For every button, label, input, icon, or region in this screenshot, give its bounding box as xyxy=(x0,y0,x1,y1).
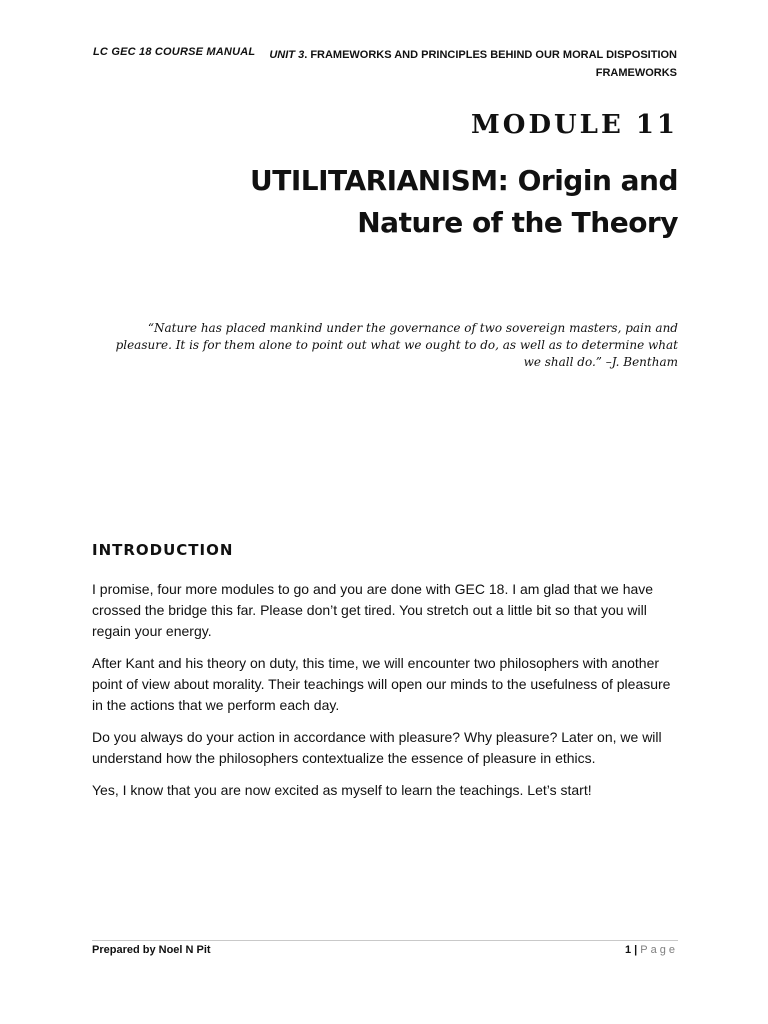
footer-page-number xyxy=(625,944,678,956)
page-title xyxy=(118,160,678,244)
page-number: 1 xyxy=(624,944,632,956)
header-course-title: LC GEC 18 COURSE MANUAL xyxy=(93,46,256,58)
quote-line1: “Nature has placed mankind under the governance of two sovereign masters, pain and xyxy=(147,321,678,335)
module-label: MODULE 11 xyxy=(471,110,678,140)
introduction-heading: INTRODUCTION xyxy=(92,541,234,559)
footer-author: Prepared by Noel N Pit xyxy=(92,944,211,956)
introduction-paragraph: After Kant and his theory on duty, this time, we will encounter two philosophers with another point of view about morality. Their teachings will open our minds to the usefulness of pleasure in the actions that we perform each day. xyxy=(92,655,671,713)
quote-line2: pleasure. It is for them alone to point out what we ought to do, as well as to determine what xyxy=(115,338,678,352)
quote-line3: we shall do.” –J. Bentham xyxy=(523,355,678,369)
introduction-paragraph: I promise, four more modules to go and you are done with GEC 18. I am glad that we have crossed the bridge this far. Please don’t get tired. You stretch out a little bit so that you will regain your energy. xyxy=(92,581,654,639)
introduction-body xyxy=(92,579,678,812)
header-unit-line2: FRAMEWORKS xyxy=(595,67,677,79)
page-title-rest: Origin and xyxy=(508,164,678,197)
page-title-line1 xyxy=(118,160,678,202)
page-separator: | xyxy=(634,944,638,956)
epigraph-quote xyxy=(100,320,678,371)
header-unit-line1 xyxy=(257,46,677,64)
header-unit-title xyxy=(257,46,677,82)
page-title-line2: Nature of the Theory xyxy=(357,206,678,239)
page-title-strong: UTILITARIANISM: xyxy=(250,164,509,197)
introduction-paragraph: Yes, I know that you are now excited as myself to learn the teachings. Let’s start! xyxy=(92,782,592,798)
footer-divider xyxy=(92,940,678,941)
page-label: Page xyxy=(640,944,678,956)
introduction-paragraph: Do you always do your action in accordance with pleasure? Why pleasure? Later on, we will understand how the philosophers contextualize the essence of pleasure in ethics. xyxy=(92,729,662,766)
header-unit-prefix: UNIT 3 xyxy=(269,49,305,61)
header-unit-text: . FRAMEWORKS AND PRINCIPLES BEHIND OUR MORAL DISPOSITION xyxy=(304,49,677,61)
